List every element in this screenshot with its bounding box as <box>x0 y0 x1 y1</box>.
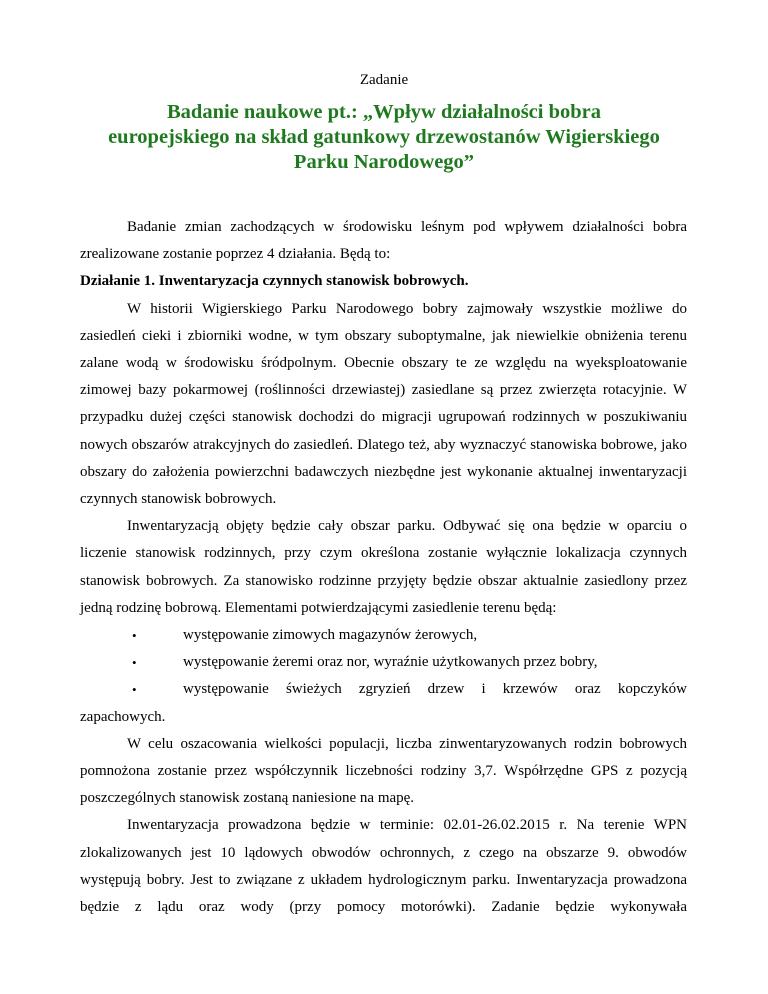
title-line-1: Badanie naukowe pt.: „Wpływ działalności bobra <box>167 101 601 123</box>
list-item <box>80 622 687 649</box>
list-item-text: występowanie świeżych zgryzień drzew i krzewów oraz kopczyków <box>183 681 687 698</box>
list-item-text: występowanie żeremi oraz nor, wyraźnie użytkowanych przez bobry, <box>183 654 598 671</box>
list-item-text: występowanie zimowych magazynów żerowych, <box>183 627 478 644</box>
title-line-3: Parku Narodowego” <box>293 151 475 173</box>
list-item-continuation: zapachowych. <box>80 708 166 725</box>
list-item <box>80 676 687 703</box>
document-body <box>80 214 687 921</box>
section-1-heading: Działanie 1. Inwentaryzacja czynnych stanowisk bobrowych. <box>80 273 469 290</box>
paragraph-2: Inwentaryzacją objęty będzie cały obszar parku. Odbywać się ona będzie w oparciu o liczenie stanowisk rodzinnych, przy czym określona zostanie wyłącznie lokalizacja czynnych stanowisk bobrowych. Za stanowisko rodzinne przyjęty będzie obszar aktualnie zasiedlony przez jedną rodzinę bobrową. Elementami potwierdzającymi zasiedlenie terenu będą: <box>80 518 687 616</box>
list-item <box>80 649 687 676</box>
bullet-icon: • <box>132 628 137 644</box>
document-title <box>80 100 688 175</box>
paragraph-3: W celu oszacowania wielkości populacji, liczba zinwentaryzowanych rodzin bobrowych pomnożona zostanie przez współczynnik liczebności rodziny 3,7. Współrzędne GPS z pozycją poszczególnych stanowisk zostaną naniesione na mapę. <box>80 735 687 807</box>
paragraph-4: Inwentaryzacja prowadzona będzie w terminie: 02.01-26.02.2015 r. Na terenie WPN zlokalizowanych jest 10 lądowych obwodów ochronnych, z czego na obszarze 9. obwodów występują bobry. Jest to związane z układem hydrologicznym parku. Inwentaryzacja prowadzona będzie z lądu oraz wody (przy pomocy motorówki). Zadanie będzie wykonywała <box>80 817 687 916</box>
bullet-icon: • <box>132 682 137 698</box>
title-line-2: europejskiego na skład gatunkowy drzewostanów Wigierskiego <box>108 126 660 148</box>
document-label: Zadanie <box>359 72 409 88</box>
evidence-list <box>80 622 687 704</box>
paragraph-1: W historii Wigierskiego Parku Narodowego bobry zajmowały wszystkie możliwe do zasiedleń cieki i zbiorniki wodne, w tym obszary suboptymalne, jak niewielkie obniżenia terenu zalane wodą w środowisku śródpolnym. Obecnie obszary te ze względu na wyeksploatowanie zimowej bazy pokarmowej (roślinności drzewiastej) zasiedlane są przez zwierzęta rotacyjnie. W przypadku dużej części stanowisk dochodzi do migracji ugrupowań rodzinnych w poszukiwaniu nowych obszarów atrakcyjnych do zasiedleń. Dlatego też, aby wyznaczyć stanowiska bobrowe, jako obszary do założenia powierzchni badawczych niezbędne jest wykonanie aktualnej inwentaryzacji czynnych stanowisk bobrowych. <box>80 300 687 508</box>
bullet-icon: • <box>132 655 137 671</box>
intro-paragraph: Badanie zmian zachodzących w środowisku leśnym pod wpływem działalności bobra zrealizowane zostanie poprzez 4 działania. Będą to: <box>80 219 687 263</box>
